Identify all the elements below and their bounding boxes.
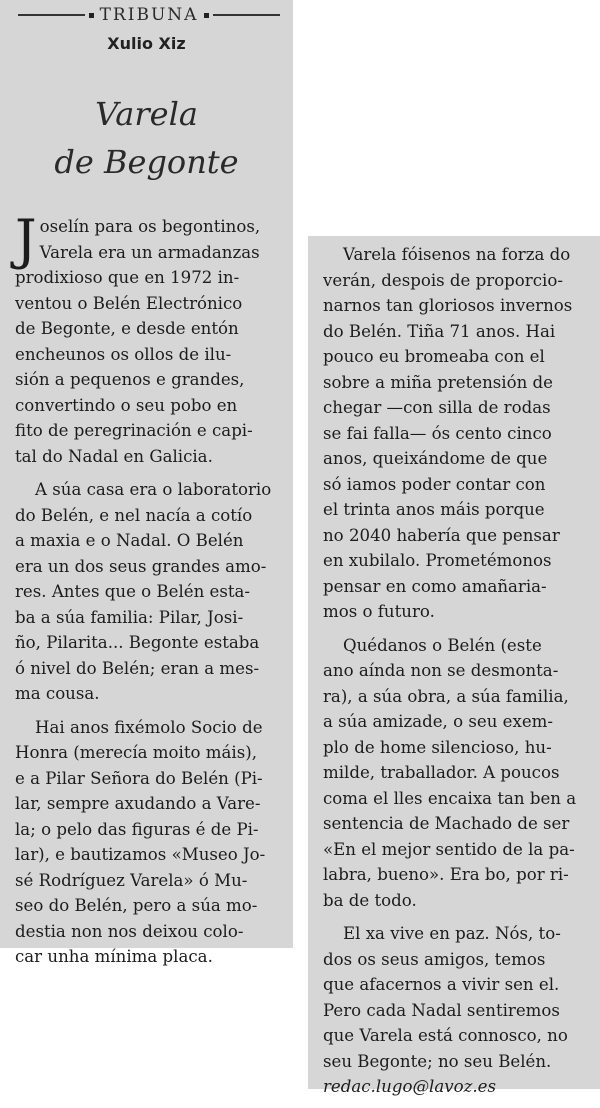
- text-line: milde, traballador. A poucos: [323, 763, 560, 782]
- text-line: encheunos os ollos de ilu-: [15, 344, 232, 364]
- section-rule-left: [18, 14, 85, 16]
- paragraph: [323, 633, 591, 914]
- text-line: car unha mínima placa.: [15, 947, 213, 966]
- text-line: no 2040 habería que pensar: [323, 525, 560, 545]
- drop-cap: J: [15, 208, 37, 271]
- text-line: El xa vive en paz. Nós, to-: [343, 924, 561, 943]
- text-line: ño, Pilarita... Begonte estaba: [15, 633, 260, 652]
- text-line: tal do Nadal en Galicia.: [15, 446, 213, 466]
- text-line: ó nivel do Belén; eran a mes-: [15, 658, 260, 678]
- text-line: sentencia de Machado de ser: [323, 814, 570, 833]
- article-column-1: [15, 208, 283, 978]
- text-line: destia non nos deixou colo-: [15, 921, 244, 941]
- text-line: seo do Belén, pero a súa mo-: [15, 896, 258, 915]
- text-line: do Belén, e nel nacía a cotío: [15, 505, 253, 525]
- text-line: que Varela está connosco, no: [323, 1026, 568, 1045]
- text-line: ano aínda non se desmonta-: [323, 661, 559, 680]
- text-line: labra, bueno». Era bo, por ri-: [323, 865, 569, 884]
- section-header: [18, 5, 280, 25]
- text-line: A súa casa era o laboratorio: [35, 480, 272, 499]
- text-line: en xubilalo. Prometémonos: [323, 551, 552, 570]
- text-line: anos, queixándome de que: [323, 449, 548, 468]
- text-line: prodixioso que en 1972 in-: [15, 268, 240, 287]
- text-line: res. Antes que o Belén esta-: [15, 582, 251, 601]
- text-line: la; o pelo das figuras é de Pi-: [15, 819, 259, 839]
- article-column-2: [323, 242, 591, 1108]
- text-line: sé Rodríguez Varela» ó Mu-: [15, 870, 248, 890]
- text-line: do Belén. Tiña 71 anos. Hai: [323, 321, 556, 341]
- text-line: plo de home silencioso, hu-: [323, 737, 552, 757]
- text-line: mos o futuro.: [323, 602, 435, 621]
- text-line: sobre a miña pretensión de: [323, 372, 553, 392]
- text-line: Honra (merecía moito máis),: [15, 743, 257, 762]
- paragraph: [323, 921, 591, 1100]
- section-square-left: [89, 13, 94, 18]
- headline-line: de Begonte: [54, 143, 239, 181]
- text-line: fito de peregrinación e capi-: [15, 421, 253, 440]
- text-line: Pero cada Nadal sentiremos: [323, 1000, 560, 1020]
- headline-line: Varela: [95, 95, 198, 133]
- headline: [0, 90, 293, 186]
- text-line: ba a súa familia: Pilar, Josi-: [15, 607, 244, 627]
- text-line: sión a pequenos e grandes,: [15, 370, 245, 389]
- section-label: TRIBUNA: [99, 5, 199, 25]
- paragraph: [15, 715, 283, 970]
- text-line: que afacernos a vivir sen el.: [323, 975, 560, 994]
- text-line: lar), e bautizamos «Museo Jo-: [15, 845, 266, 864]
- text-line: verán, despois de proporcio-: [323, 270, 563, 290]
- text-line: el trinta anos máis porque: [323, 500, 545, 519]
- text-line: só iamos poder contar con: [323, 474, 546, 494]
- text-line: pouco eu bromeaba con el: [323, 347, 545, 366]
- text-line: «En el mejor sentido de la pa-: [323, 839, 575, 859]
- paragraph: [15, 477, 283, 707]
- text-line: ventou o Belén Electrónico: [15, 293, 243, 313]
- text-line: a maxia e o Nadal. O Belén: [15, 531, 244, 550]
- text-line: ba de todo.: [323, 890, 417, 910]
- author-email: redac.lugo@lavoz.es: [323, 1077, 496, 1096]
- text-line: Hai anos fixémolo Socio de: [35, 717, 263, 737]
- text-line: ma cousa.: [15, 684, 100, 703]
- text-line: se fai falla— ós cento cinco: [323, 423, 552, 443]
- text-line: e a Pilar Señora do Belén (Pi-: [15, 768, 263, 788]
- text-line: Varela era un armadanzas: [39, 242, 260, 262]
- text-line: coma el lles encaixa tan ben a: [323, 788, 577, 808]
- text-line: convertindo o seu pobo en: [15, 395, 238, 415]
- text-line: de Begonte, e desde entón: [15, 319, 239, 338]
- text-line: ra), a súa obra, a súa familia,: [323, 686, 569, 706]
- text-line: pensar en como amañaria-: [323, 576, 547, 596]
- author-name: Xulio Xiz: [107, 34, 186, 53]
- text-line: seu Begonte; no seu Belén.: [323, 1051, 552, 1071]
- text-line: narnos tan gloriosos invernos: [323, 296, 573, 315]
- text-line: Quédanos o Belén (este: [343, 635, 542, 655]
- text-line: lar, sempre axudando a Vare-: [15, 794, 261, 813]
- text-line: Varela fóisenos na forza do: [343, 245, 571, 264]
- text-line: dos os seus amigos, temos: [323, 949, 546, 969]
- paragraph: [15, 208, 283, 469]
- text-line: oselín para os begontinos,: [39, 217, 261, 236]
- section-square-right: [204, 13, 209, 18]
- text-line: chegar —con silla de rodas: [323, 398, 551, 417]
- text-line: era un dos seus grandes amo-: [15, 556, 267, 576]
- section-rule-right: [213, 14, 280, 16]
- text-line: a súa amizade, o seu exem-: [323, 712, 554, 731]
- paragraph: [323, 242, 591, 625]
